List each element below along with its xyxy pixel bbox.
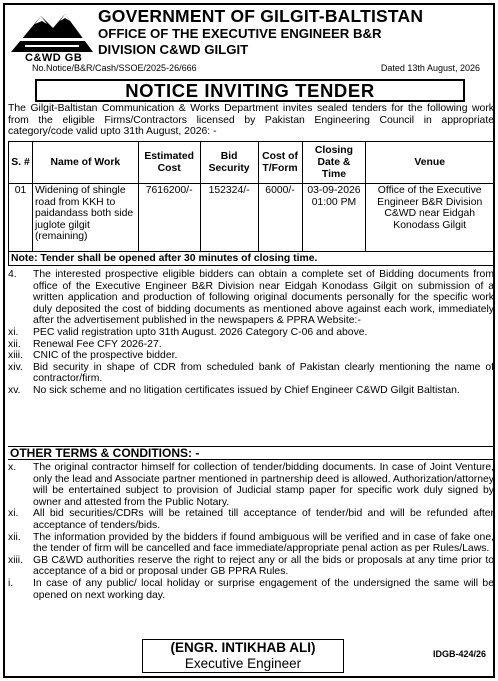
- list-item-number: i.: [8, 577, 14, 589]
- opening-note: Note: Tender shall be opened after 30 minutes of closing time.: [9, 252, 494, 266]
- other-terms-list: [8, 462, 494, 601]
- list-item-number: xiv.: [8, 361, 23, 373]
- list-item-text: Renewal Fee CFY 2026-27.: [33, 338, 162, 350]
- conditions-list: [8, 269, 494, 397]
- list-item-text: In case of any public/ local holiday or surprise engagement of the undersigned the same will be opened on next working day.: [33, 577, 494, 601]
- list-item-text: PEC valid registration upto 31th August. 2026 Category C-06 and above.: [33, 326, 368, 338]
- logo-text: C&WD GB: [25, 52, 83, 64]
- closing-time: 01:00 PM: [311, 196, 357, 208]
- list-item-number: xii.: [8, 531, 21, 543]
- cell-estimated-cost: 7616200/-: [138, 184, 200, 252]
- list-item-text: The original contractor himself for collection of tender/bidding documents. In case of Joint Venture, only the lead and Associate partner mentioned in partnership deed is allowed. Authorization/attorney will be entertained subject to provision of Judicial stamp paper for specific work duly signed by owner and attested from the Public Notary.: [33, 462, 494, 508]
- office-title: OFFICE OF THE EXECUTIVE ENGINEER B&R: [98, 26, 382, 41]
- signatory-title: Executive Engineer: [184, 656, 302, 671]
- list-item-number: x.: [8, 462, 17, 473]
- cell-name-of-work: Widening of shingle road from KKH to paidandass both side juglote gilgit (remaining): [32, 184, 138, 252]
- tender-table: [8, 141, 494, 266]
- header-bid-security: Bid Security: [200, 142, 258, 184]
- government-title: GOVERNMENT OF GILGIT-BALTISTAN: [98, 6, 424, 26]
- idgb-number: IDGB-424/26: [432, 649, 486, 659]
- intro-paragraph: The Gilgit-Baltistan Communication & Works Department invites sealed tenders for the following work from the eligible Firms/Contractors licensed by Pakistan Engineering Council in appropriate category/code valid upto 31th August, 2026: -: [8, 103, 494, 138]
- cell-cost-of-form: 6000/-: [258, 184, 302, 252]
- reference-number: No.Notice/B&R/Cash/SSOE/2025-26/666: [32, 63, 197, 73]
- list-item: [8, 578, 494, 601]
- list-item: [8, 385, 494, 397]
- signature-block: [142, 639, 344, 673]
- list-item-text: The interested prospective eligible bidders can obtain a complete set of Bidding documents from office of the Executive Engineer B&R Division near Eidgah Konodass Gilgit on submission of a written application and production of following original documents personally for the specific work duly deposited the cost of bidding documents as mentioned above against each work, immediately after the advertisement published in the newspapers & PPRA Website:-: [33, 269, 494, 327]
- list-item-text: No sick scheme and no litigation certificates issued by Chief Engineer C&WD Gilgit Baltistan.: [33, 384, 460, 396]
- table-row: [9, 184, 494, 252]
- header-cost-of-form: Cost of T/Form: [258, 142, 302, 184]
- table-header-row: [9, 142, 494, 184]
- list-item-number: xii.: [8, 338, 21, 350]
- list-item-text: The information provided by the bidders if found ambiguous will be verified and in case of fake one, the tender of firm will be cancelled and face immediate/appropriate penal action as per Rules/Laws.: [33, 531, 494, 555]
- header-estimated-cost: Estimated Cost: [138, 142, 200, 184]
- department-logo: [11, 8, 93, 62]
- cell-closing-date-time: [302, 184, 366, 252]
- cell-bid-security: 152324/-: [200, 184, 258, 252]
- list-item-number: xi.: [8, 326, 19, 338]
- list-item: [8, 508, 494, 531]
- list-item-text: GB C&WD authorities reserve the right to reject any or all the bids or proposals at any time prior to acceptance of a bid or proposal under GB PPRA Rules.: [33, 554, 494, 578]
- list-item: [8, 339, 494, 351]
- list-item-text: All bid securities/CDRs will be retained till acceptance of tender/bid and will be refunded after acceptance of tenders/bids.: [33, 508, 494, 531]
- list-item: [8, 362, 494, 385]
- list-item-text: Bid security in shape of CDR from scheduled bank of Pakistan clearly mentioning the name of contractor/firm.: [33, 361, 494, 385]
- letterhead: [8, 6, 492, 76]
- header-name-of-work: Name of Work: [32, 142, 138, 184]
- list-item: [8, 462, 494, 508]
- list-item-number: xv.: [8, 384, 21, 396]
- header-sno: S. #: [9, 142, 33, 184]
- notice-date: Dated 13th August, 2026: [380, 63, 480, 73]
- list-item: [8, 555, 494, 578]
- list-item-number: xi.: [8, 508, 19, 520]
- list-item: [8, 327, 494, 339]
- notice-banner: NOTICE INVITING TENDER: [35, 79, 465, 102]
- division-title: DIVISION C&WD GILGIT: [98, 42, 249, 57]
- table-note-row: [9, 252, 494, 266]
- list-item-number: xiii.: [8, 554, 24, 566]
- cell-venue: Office of the Executive Engineer B&R Division C&WD near Eidgah Konodass Gilgit: [366, 184, 494, 252]
- list-item-text: CNIC of the prospective bidder.: [33, 350, 178, 362]
- header-venue: Venue: [366, 142, 494, 184]
- mountain-logo-icon: [11, 8, 93, 54]
- list-item: [8, 532, 494, 555]
- list-item-number: 4.: [8, 269, 17, 280]
- cell-sno: 01: [9, 184, 33, 252]
- list-item-number: xiii.: [8, 350, 24, 362]
- signatory-name: (ENGR. INTIKHAB ALI): [170, 640, 316, 655]
- list-item: [8, 350, 494, 362]
- list-item: [8, 269, 494, 327]
- other-terms-heading: OTHER TERMS & CONDITIONS: -: [8, 446, 494, 460]
- header-closing-date: Closing Date & Time: [302, 142, 366, 184]
- closing-date: 03-09-2026: [307, 185, 361, 196]
